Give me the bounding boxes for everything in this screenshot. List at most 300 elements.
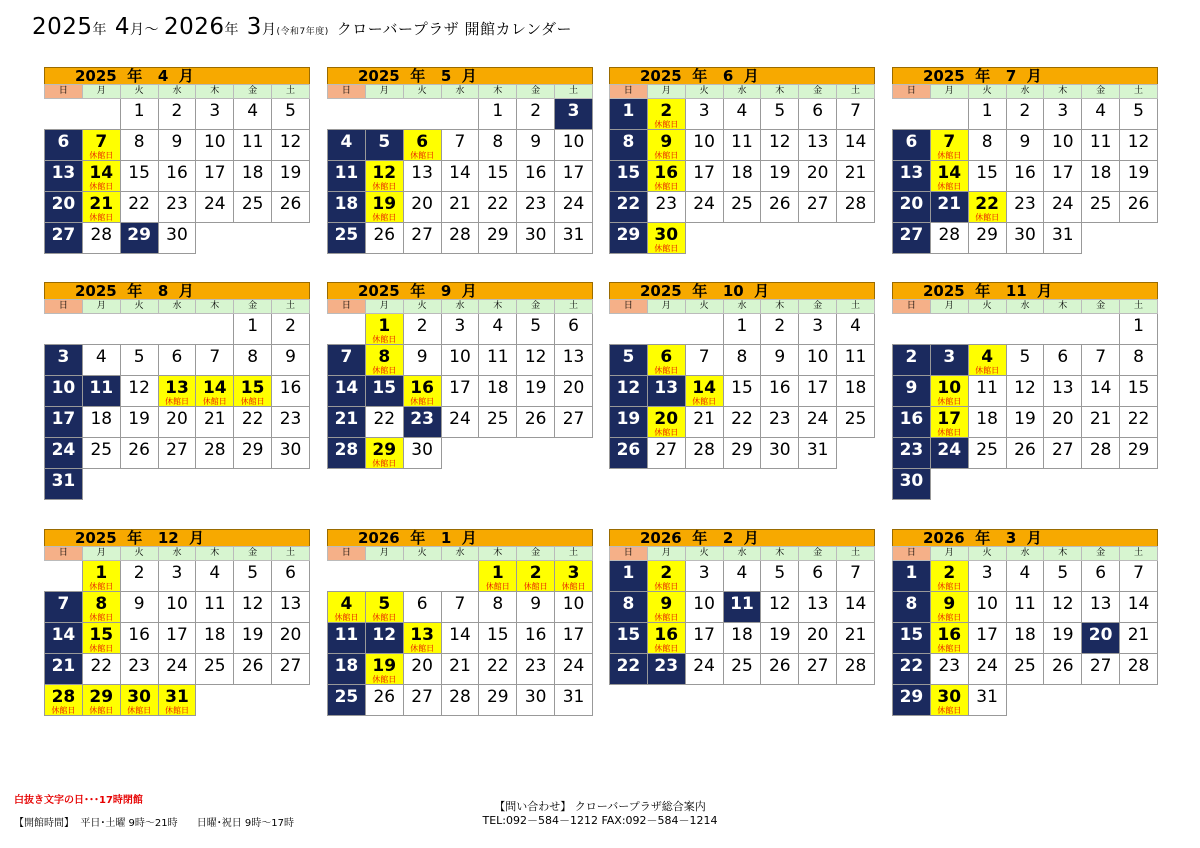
day-number: 24: [693, 194, 715, 214]
closed-label: 休館日: [654, 366, 679, 375]
day-cell: [403, 223, 441, 254]
opening-hours: 【開館時間】 平日･土曜 9時～21時 日曜･祝日 9時～17時: [14, 818, 294, 829]
day-cell: [120, 407, 158, 438]
empty-cell: [685, 223, 723, 254]
day-number: 29: [616, 225, 641, 245]
day-cell: [234, 192, 272, 223]
day-cell: [1044, 223, 1082, 254]
empty-cell: [120, 469, 158, 500]
day-cell: [1082, 654, 1120, 685]
day-number: 10: [806, 347, 829, 367]
day-cell: [1006, 561, 1044, 592]
closed-day-cell: [82, 161, 120, 192]
day-cell: [799, 161, 837, 192]
day-number: 5: [133, 347, 145, 367]
day-number: 28: [90, 225, 113, 245]
day-cell: [1120, 654, 1158, 685]
day-number: 7: [850, 101, 861, 121]
day-cell: [517, 623, 555, 654]
closed-day-cell: [82, 561, 120, 592]
day-cell: [120, 623, 158, 654]
day-number: 5: [378, 132, 391, 152]
day-number: 17: [693, 163, 715, 183]
early-close-day-cell: [610, 192, 648, 223]
closed-label: 休館日: [410, 151, 435, 160]
day-cell: [158, 438, 196, 469]
weekday-header: 月: [365, 547, 403, 561]
closed-label: 休館日: [164, 397, 189, 406]
closed-day-cell: [403, 376, 441, 407]
day-number: 9: [171, 132, 183, 152]
closed-day-cell: [365, 345, 403, 376]
day-cell: [685, 592, 723, 623]
day-cell: [685, 438, 723, 469]
day-number: 15: [372, 378, 397, 398]
early-close-day-cell: [120, 223, 158, 254]
weekday-header: 月: [82, 85, 120, 99]
closed-label: 休館日: [89, 182, 114, 191]
weekday-header: 金: [234, 300, 272, 314]
closed-label: 休館日: [937, 644, 962, 653]
day-cell: [517, 592, 555, 623]
day-cell: [685, 192, 723, 223]
closed-day-cell: [82, 130, 120, 161]
empty-cell: [441, 438, 479, 469]
day-number: 20: [166, 409, 188, 429]
early-close-day-cell: [45, 223, 83, 254]
day-number: 27: [655, 440, 678, 460]
closed-day-cell: [647, 223, 685, 254]
weekday-header: 日: [610, 547, 648, 561]
closed-day-cell: [365, 654, 403, 685]
day-number: 18: [731, 625, 753, 645]
empty-cell: [196, 685, 234, 716]
day-cell: [441, 654, 479, 685]
closed-label: 休館日: [654, 151, 679, 160]
closed-label: 休館日: [937, 706, 962, 715]
empty-cell: [441, 561, 479, 592]
day-number: 8: [378, 347, 391, 367]
day-number: 13: [1089, 594, 1112, 614]
day-number: 30: [411, 440, 433, 460]
day-number: 24: [937, 440, 962, 460]
day-number: 28: [844, 194, 867, 214]
day-cell: [120, 654, 158, 685]
closed-label: 休館日: [654, 428, 679, 437]
day-cell: [479, 192, 517, 223]
month-title: 2026 年 2 月: [609, 529, 875, 546]
month-calendar: [609, 67, 875, 254]
day-number: 27: [411, 225, 433, 245]
day-number: 28: [203, 440, 226, 460]
empty-cell: [1044, 469, 1082, 500]
day-number: 26: [241, 656, 264, 676]
day-number: 22: [975, 194, 999, 214]
early-close-day-cell: [328, 654, 366, 685]
day-number: 14: [844, 132, 867, 152]
weekday-header: 日: [45, 547, 83, 561]
early-close-day-cell: [893, 654, 931, 685]
early-close-day-cell: [893, 438, 931, 469]
weekday-header: 金: [234, 547, 272, 561]
day-number: 11: [334, 163, 359, 183]
day-number: 8: [1133, 347, 1144, 367]
day-number: 3: [171, 563, 183, 583]
day-number: 28: [449, 225, 471, 245]
day-number: 13: [654, 378, 679, 398]
day-number: 19: [372, 656, 397, 676]
day-number: 1: [133, 101, 145, 121]
empty-cell: [647, 314, 685, 345]
closed-label: 休館日: [372, 213, 397, 222]
day-cell: [365, 685, 403, 716]
weekday-header: 日: [45, 300, 83, 314]
day-cell: [272, 314, 310, 345]
weekday-header: 木: [761, 300, 799, 314]
weekday-header: 火: [120, 547, 158, 561]
day-number: 10: [693, 132, 715, 152]
weekday-header: 土: [272, 547, 310, 561]
empty-cell: [45, 99, 83, 130]
day-number: 15: [89, 625, 114, 645]
weekday-header: 水: [441, 300, 479, 314]
day-cell: [761, 654, 799, 685]
empty-cell: [893, 314, 931, 345]
day-number: 14: [449, 625, 471, 645]
weekday-header: 水: [441, 547, 479, 561]
day-cell: [234, 623, 272, 654]
day-cell: [837, 561, 875, 592]
day-cell: [1082, 407, 1120, 438]
day-cell: [82, 438, 120, 469]
closed-label: 休館日: [975, 366, 1000, 375]
day-cell: [837, 592, 875, 623]
day-number: 5: [774, 563, 786, 583]
closed-day-cell: [930, 376, 968, 407]
day-number: 1: [905, 563, 918, 583]
day-number: 21: [844, 163, 867, 183]
day-number: 1: [622, 563, 635, 583]
weekday-header: 日: [328, 547, 366, 561]
day-number: 26: [768, 656, 791, 676]
early-close-day-cell: [45, 130, 83, 161]
day-cell: [196, 192, 234, 223]
day-cell: [685, 99, 723, 130]
day-number: 26: [768, 194, 791, 214]
day-cell: [234, 99, 272, 130]
day-cell: [1044, 407, 1082, 438]
day-number: 26: [128, 440, 150, 460]
day-cell: [1044, 161, 1082, 192]
day-number: 16: [899, 409, 924, 429]
day-cell: [799, 130, 837, 161]
day-cell: [272, 130, 310, 161]
day-number: 29: [89, 687, 114, 707]
weekday-header: 月: [82, 300, 120, 314]
empty-cell: [1120, 223, 1158, 254]
day-number: 24: [166, 656, 188, 676]
day-number: 2: [905, 347, 918, 367]
contact-title: 【問い合わせ】 クローバープラザ総合案内: [494, 800, 706, 813]
day-number: 10: [51, 378, 76, 398]
day-cell: [968, 407, 1006, 438]
closed-day-cell: [930, 561, 968, 592]
day-cell: [1006, 592, 1044, 623]
day-number: 2: [660, 101, 673, 121]
closed-label: 休館日: [937, 151, 962, 160]
day-number: 9: [774, 347, 786, 367]
day-cell: [1120, 438, 1158, 469]
day-cell: [120, 561, 158, 592]
day-cell: [1082, 130, 1120, 161]
day-cell: [479, 314, 517, 345]
weekday-header: 月: [365, 85, 403, 99]
day-cell: [272, 654, 310, 685]
day-number: 23: [1014, 194, 1036, 214]
closed-day-cell: [403, 623, 441, 654]
weekday-header: 火: [968, 85, 1006, 99]
day-number: 11: [844, 347, 867, 367]
day-number: 13: [410, 625, 434, 645]
closed-label: 休館日: [654, 644, 679, 653]
day-cell: [968, 376, 1006, 407]
day-cell: [761, 314, 799, 345]
early-close-day-cell: [45, 438, 83, 469]
day-cell: [1006, 654, 1044, 685]
weekday-header: 水: [1006, 85, 1044, 99]
closed-label: 休館日: [654, 182, 679, 191]
day-cell: [120, 345, 158, 376]
early-close-day-cell: [365, 623, 403, 654]
day-cell: [196, 592, 234, 623]
day-number: 4: [209, 563, 221, 583]
day-cell: [968, 623, 1006, 654]
day-number: 15: [616, 163, 641, 183]
weekday-header: 月: [82, 547, 120, 561]
closed-label: 休館日: [127, 706, 152, 715]
day-number: 7: [850, 563, 861, 583]
day-cell: [685, 130, 723, 161]
month-calendar: [44, 282, 310, 500]
day-cell: [685, 623, 723, 654]
early-close-day-cell: [893, 561, 931, 592]
day-number: 18: [334, 656, 359, 676]
day-number: 21: [203, 409, 226, 429]
day-cell: [837, 623, 875, 654]
day-number: 11: [89, 378, 114, 398]
day-cell: [196, 130, 234, 161]
month-title: 2025 年 8 月: [44, 282, 310, 299]
day-number: 12: [768, 132, 791, 152]
day-cell: [837, 345, 875, 376]
day-number: 19: [768, 163, 791, 183]
day-number: 31: [1051, 225, 1074, 245]
closed-label: 休館日: [372, 335, 397, 344]
day-cell: [158, 192, 196, 223]
empty-cell: [441, 99, 479, 130]
day-number: 13: [562, 347, 585, 367]
day-cell: [479, 407, 517, 438]
day-cell: [158, 561, 196, 592]
day-number: 20: [279, 625, 302, 645]
day-number: 10: [166, 594, 188, 614]
closed-day-cell: [647, 130, 685, 161]
day-number: 26: [1014, 440, 1036, 460]
closed-day-cell: [517, 561, 555, 592]
day-cell: [441, 345, 479, 376]
closed-label: 休館日: [89, 644, 114, 653]
day-number: 30: [127, 687, 151, 707]
weekday-header: 日: [893, 85, 931, 99]
day-number: 12: [524, 347, 547, 367]
day-number: 18: [90, 409, 113, 429]
day-number: 31: [806, 440, 829, 460]
day-number: 29: [1127, 440, 1150, 460]
empty-cell: [517, 438, 555, 469]
early-close-day-cell: [610, 99, 648, 130]
day-cell: [234, 654, 272, 685]
closed-day-cell: [479, 561, 517, 592]
weekday-header: 火: [403, 547, 441, 561]
day-number: 10: [562, 132, 585, 152]
early-close-day-cell: [610, 407, 648, 438]
weekday-header: 水: [158, 547, 196, 561]
closed-day-cell: [930, 623, 968, 654]
day-cell: [272, 192, 310, 223]
day-number: 4: [340, 132, 353, 152]
day-number: 13: [806, 594, 829, 614]
day-number: 17: [976, 625, 998, 645]
closed-day-cell: [647, 99, 685, 130]
early-close-day-cell: [403, 407, 441, 438]
day-cell: [723, 99, 761, 130]
day-cell: [1044, 623, 1082, 654]
day-cell: [1082, 376, 1120, 407]
day-number: 24: [976, 656, 998, 676]
day-number: 17: [203, 163, 226, 183]
day-number: 18: [844, 378, 867, 398]
day-cell: [761, 438, 799, 469]
day-number: 6: [905, 132, 918, 152]
weekday-header: 土: [555, 547, 593, 561]
day-number: 11: [486, 347, 509, 367]
day-number: 28: [938, 225, 961, 245]
day-cell: [968, 592, 1006, 623]
day-number: 30: [937, 687, 962, 707]
day-number: 22: [616, 656, 641, 676]
day-cell: [968, 685, 1006, 716]
day-number: 15: [976, 163, 998, 183]
closed-label: 休館日: [89, 213, 114, 222]
day-cell: [196, 345, 234, 376]
early-close-day-cell: [893, 376, 931, 407]
day-number: 14: [1127, 594, 1150, 614]
day-number: 19: [372, 194, 397, 214]
closed-day-cell: [365, 161, 403, 192]
day-number: 8: [492, 594, 504, 614]
day-cell: [479, 654, 517, 685]
day-cell: [723, 161, 761, 192]
day-number: 12: [1014, 378, 1036, 398]
day-number: 19: [1127, 163, 1150, 183]
day-number: 31: [976, 687, 998, 707]
empty-cell: [893, 99, 931, 130]
early-close-note: 白抜き文字の日･･･17時閉館: [14, 795, 143, 806]
empty-cell: [196, 314, 234, 345]
day-number: 2: [943, 563, 956, 583]
day-number: 10: [937, 378, 962, 398]
weekday-header: 火: [968, 547, 1006, 561]
day-number: 17: [1051, 163, 1074, 183]
day-number: 14: [692, 378, 716, 398]
early-close-day-cell: [893, 192, 931, 223]
empty-cell: [234, 469, 272, 500]
day-cell: [158, 623, 196, 654]
day-cell: [441, 623, 479, 654]
day-number: 8: [95, 594, 108, 614]
weekday-header: 日: [610, 85, 648, 99]
day-cell: [723, 438, 761, 469]
empty-cell: [723, 223, 761, 254]
day-cell: [479, 592, 517, 623]
day-cell: [1120, 314, 1158, 345]
day-cell: [82, 407, 120, 438]
early-close-day-cell: [893, 685, 931, 716]
closed-label: 休館日: [410, 644, 435, 653]
day-number: 1: [1133, 316, 1144, 336]
day-cell: [1120, 99, 1158, 130]
day-number: 18: [976, 409, 998, 429]
day-number: 27: [806, 656, 829, 676]
day-number: 22: [899, 656, 924, 676]
closed-day-cell: [968, 345, 1006, 376]
weekday-header: 月: [930, 547, 968, 561]
day-number: 6: [416, 594, 428, 614]
day-number: 11: [334, 625, 359, 645]
closed-day-cell: [930, 685, 968, 716]
day-number: 27: [562, 409, 585, 429]
day-cell: [761, 130, 799, 161]
closed-day-cell: [120, 685, 158, 716]
early-close-day-cell: [328, 192, 366, 223]
day-number: 18: [203, 625, 226, 645]
month-title: 2026 年 3 月: [892, 529, 1158, 546]
day-cell: [272, 407, 310, 438]
day-cell: [1082, 192, 1120, 223]
day-cell: [1006, 130, 1044, 161]
day-number: 22: [1127, 409, 1150, 429]
day-number: 23: [768, 409, 791, 429]
day-number: 6: [1057, 347, 1069, 367]
empty-cell: [196, 469, 234, 500]
day-number: 3: [567, 563, 580, 583]
empty-cell: [837, 223, 875, 254]
day-number: 2: [530, 101, 542, 121]
empty-cell: [328, 561, 366, 592]
month-calendar: [327, 529, 593, 716]
weekday-header: 木: [1044, 300, 1082, 314]
day-number: 18: [1014, 625, 1036, 645]
day-number: 9: [530, 132, 542, 152]
weekday-header: 火: [403, 300, 441, 314]
weekday-header: 木: [1044, 547, 1082, 561]
day-number: 16: [654, 163, 679, 183]
day-cell: [723, 314, 761, 345]
early-close-day-cell: [610, 654, 648, 685]
day-number: 21: [51, 656, 76, 676]
day-cell: [1006, 438, 1044, 469]
day-number: 1: [95, 563, 108, 583]
